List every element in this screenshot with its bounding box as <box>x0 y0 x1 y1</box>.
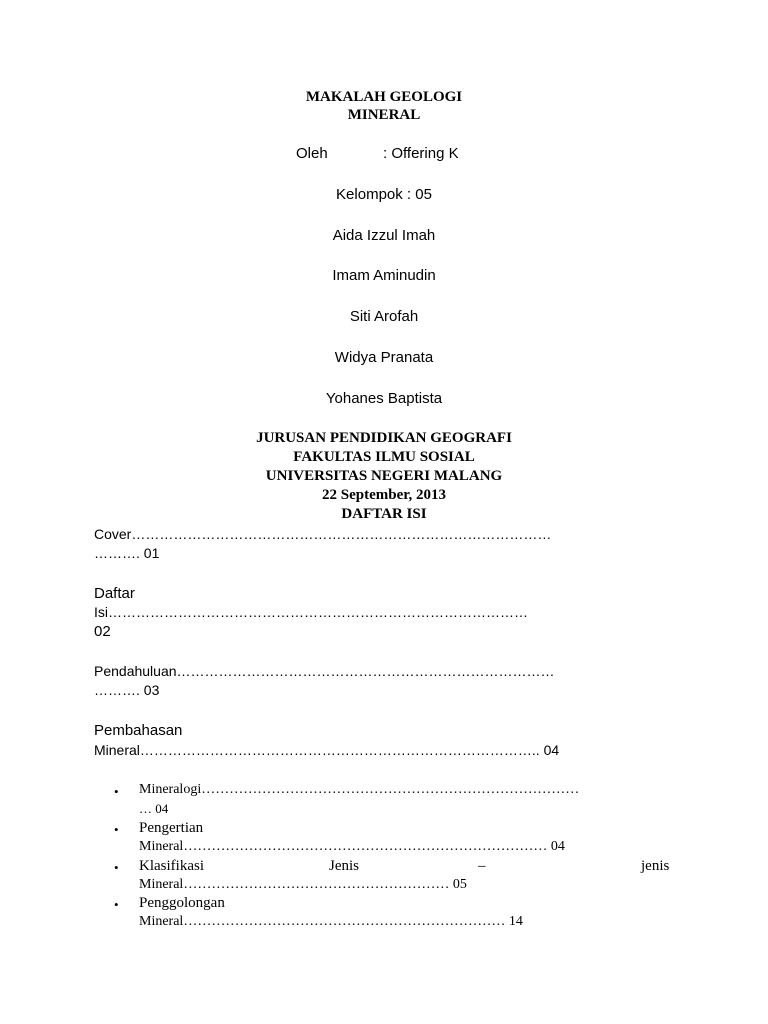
toc-entry-pendahuluan: Pendahuluan……………………………………………………………………… <box>94 663 555 679</box>
toc-entry-pembahasan: Pembahasan <box>94 722 183 739</box>
toc-subentry-pengertian: Pengertian <box>139 820 204 836</box>
toc-entry-pendahuluan-page: ………. 03 <box>94 682 160 698</box>
toc-subentry-mineralogi-page: … 04 <box>139 801 169 816</box>
toc-entry-mineral: Mineral………………………………………………………………………….. 04 <box>94 742 560 758</box>
toc-entry-cover: Cover……………………………………………………………………………… <box>94 526 552 542</box>
toc-entry-isi-page: 02 <box>94 623 111 640</box>
toc-subentry-penggolongan: Penggolongan <box>139 895 225 911</box>
bullet-icon: • <box>114 784 119 799</box>
toc-entry-cover-page: ………. 01 <box>94 545 160 561</box>
toc-subentry-klasifikasi: Klasifikasi <box>139 858 204 874</box>
bullet-icon: • <box>114 897 119 912</box>
toc-subentry-pengertian-page: Mineral…………………………………………………………………… 04 <box>139 839 565 854</box>
toc-subentry-klasifikasi-dash: – <box>478 858 486 874</box>
faculty-name: FAKULTAS ILMU SOSIAL <box>293 449 475 465</box>
toc-subentry-penggolongan-page: Mineral…………………………………………………………… 14 <box>139 914 523 929</box>
member-name: Siti Arofah <box>349 308 419 325</box>
member-name: Yohanes Baptista <box>325 390 443 407</box>
university-name: UNIVERSITAS NEGERI MALANG <box>265 468 503 484</box>
toc-subentry-klasifikasi-jenis2: jenis <box>641 858 670 874</box>
toc-entry-isi: Isi……………………………………………………………………………… <box>94 604 528 620</box>
document-title: MAKALAH GEOLOGI <box>305 89 463 105</box>
bullet-icon: • <box>114 822 119 837</box>
kelompok-label: Kelompok : 05 <box>336 186 432 203</box>
document-date: 22 September, 2013 <box>321 487 447 503</box>
toc-entry-daftar: Daftar <box>94 585 135 602</box>
oleh-value: : Offering K <box>383 145 459 162</box>
document-subtitle: MINERAL <box>347 107 421 123</box>
toc-subentry-mineralogi: Mineralogi……………………………………………………………………… <box>139 782 580 797</box>
bullet-icon: • <box>114 860 119 875</box>
toc-heading: DAFTAR ISI <box>341 506 427 522</box>
member-name: Imam Aminudin <box>332 267 436 284</box>
member-name: Aida Izzul Imah <box>332 227 436 244</box>
member-name: Widya Pranata <box>334 349 434 366</box>
toc-subentry-klasifikasi-page: Mineral………………………………………………… 05 <box>139 877 467 892</box>
oleh-label: Oleh <box>296 145 328 162</box>
department-name: JURUSAN PENDIDIKAN GEOGRAFI <box>256 430 512 446</box>
toc-subentry-klasifikasi-jenis: Jenis <box>329 858 359 874</box>
